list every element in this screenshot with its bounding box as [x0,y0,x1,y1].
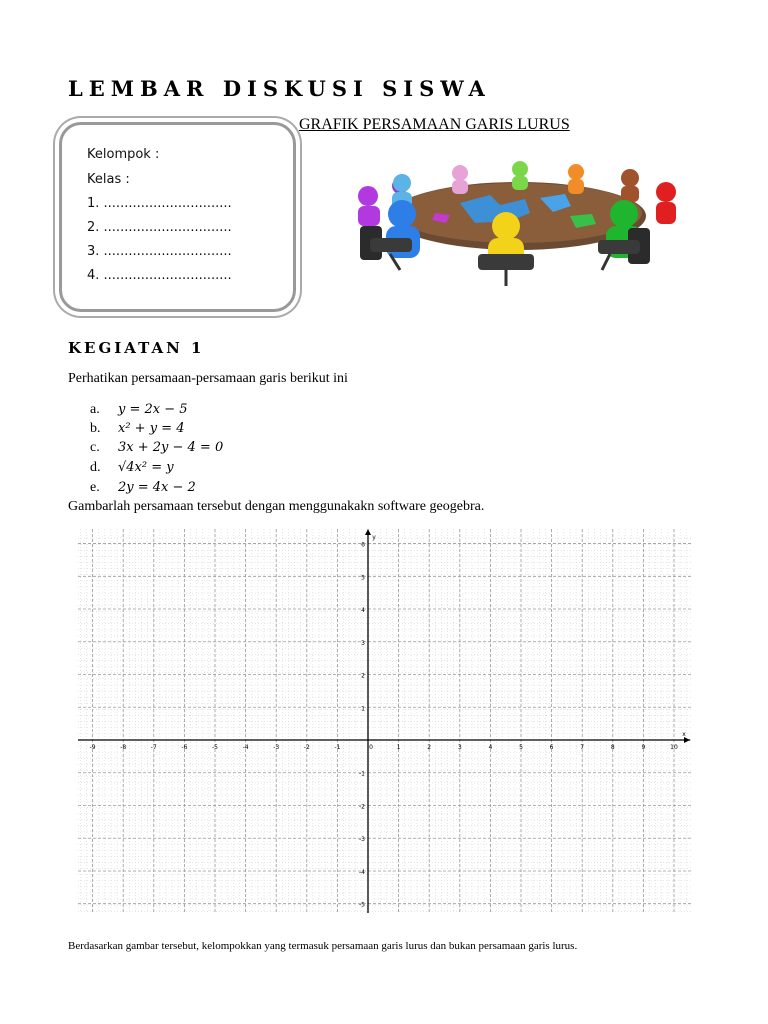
y-axis-label: y [372,534,376,541]
equation-c [90,440,223,456]
worksheet-heading: GRAFIK PERSAMAAN GARIS LURUS [299,116,570,133]
x-tick-label: -1 [334,744,341,751]
equation-expression: y = 2x − 5 [118,402,188,417]
coordinate-grid [78,525,692,913]
kelompok-label: Kelompok : [87,147,160,162]
x-tick-label: -2 [303,744,310,751]
equation-expression: 3x + 2y − 4 = 0 [118,440,224,455]
equation-a [90,402,188,418]
footer-instruction: Berdasarkan gambar tersebut, kelompokkan yang termasuk persamaan garis lurus dan bukan persamaan garis lurus. [68,940,578,952]
x-tick-label: 4 [488,744,493,751]
y-tick-label: -3 [359,836,365,844]
document-title: LEMBAR DISKUSI SISWA [68,76,491,101]
equation-d [90,460,174,476]
equation-label: c. [90,440,100,455]
y-tick-label: -5 [359,901,365,909]
x-tick-label: -8 [120,744,127,751]
discussion-table-illustration [340,158,690,293]
y-tick-label: 2 [361,672,365,680]
x-tick-label: -9 [89,744,96,751]
x-tick-label: -4 [242,744,249,751]
y-tick-label: 6 [361,541,365,549]
equation-label: e. [90,480,100,495]
member-line-4: 4. ............................... [87,268,232,283]
member-line-2: 2. ............................... [87,220,232,235]
member-line-3: 3. ............................... [87,244,232,259]
y-tick-label: -4 [359,868,365,876]
x-tick-label: 7 [580,744,585,751]
x-axis-label: x [682,731,686,738]
y-tick-label: -2 [359,803,365,811]
member-line-1: 1. ............................... [87,196,232,211]
x-tick-label: -5 [212,744,218,751]
y-tick-label: 5 [361,574,365,582]
equation-label: a. [90,402,100,417]
kelas-label: Kelas : [87,172,130,187]
equation-e [90,480,196,496]
activity-title: KEGIATAN 1 [68,339,205,357]
x-tick-label: -3 [273,744,280,751]
x-tick-label: 3 [457,744,462,751]
equation-expression: 2y = 4x − 2 [118,480,196,495]
group-info-box [59,122,296,312]
x-tick-label: 0 [369,744,373,751]
x-tick-label: 2 [427,744,432,751]
activity-intro: Perhatikan persamaan-persamaan garis berikut ini [68,371,348,386]
x-tick-label: 10 [670,744,678,751]
y-tick-label: 1 [361,705,365,713]
x-tick-label: 1 [396,744,401,751]
equation-label: b. [90,421,101,436]
equation-b [90,421,184,437]
x-tick-label: 5 [519,744,523,751]
y-tick-label: 4 [361,607,365,615]
x-tick-label: 9 [641,744,646,751]
y-axis-arrow [365,529,371,535]
grid-lines [78,529,692,913]
x-tick-label: -6 [181,744,188,751]
x-tick-label: 6 [549,744,554,751]
activity-instruction: Gambarlah persamaan tersebut dengan menggunakakn software geogebra. [68,499,485,514]
y-tick-label: -1 [359,770,365,778]
equation-expression: x² + y = 4 [118,421,185,436]
equation-label: d. [90,460,101,475]
x-tick-label: 8 [610,744,615,751]
axes [78,529,690,913]
x-tick-label: -7 [150,744,157,751]
y-tick-label: 3 [361,639,365,647]
equation-expression: √4x² = y [118,460,174,475]
